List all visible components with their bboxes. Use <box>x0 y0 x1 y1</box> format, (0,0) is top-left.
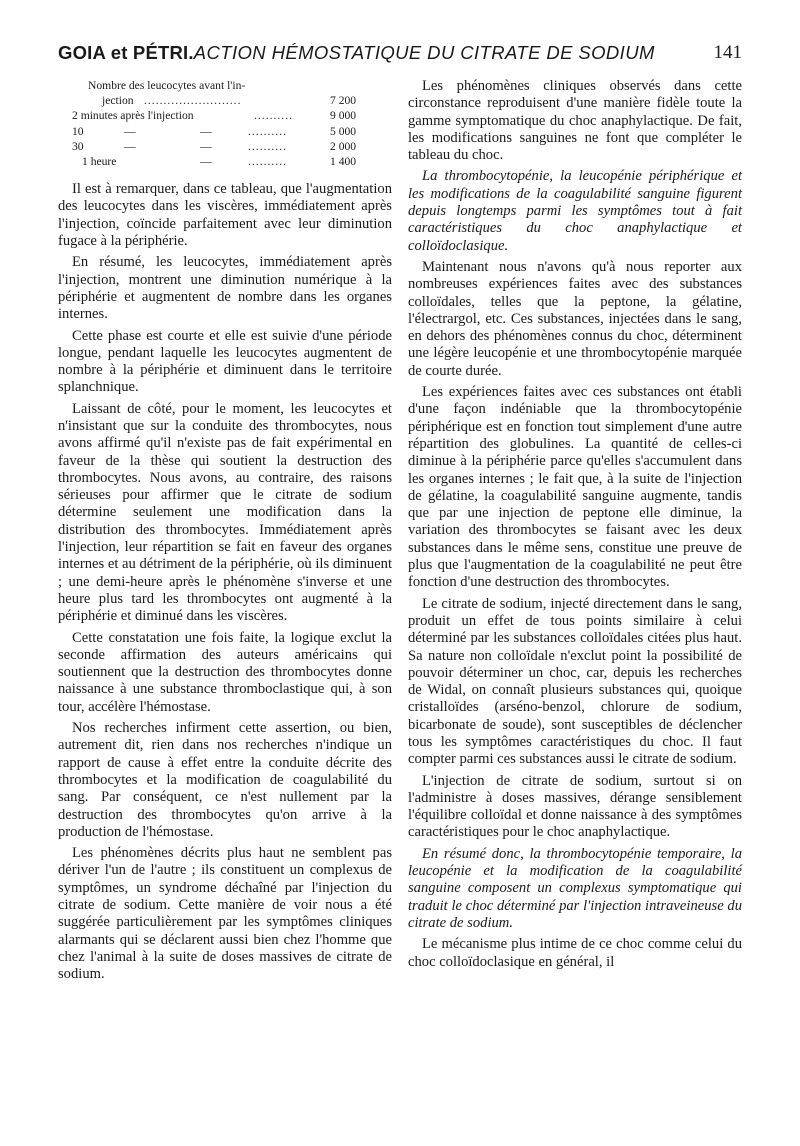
table-row-ditto: — <box>200 154 212 168</box>
right-column <box>408 78 742 975</box>
table-row-leader: ......................... <box>144 94 242 108</box>
leucocyte-table <box>58 78 392 169</box>
table-row-leader: .......... <box>248 154 287 168</box>
paragraph: Nos recherches infirment cette assertion, ou bien, autrement dit, rien dans nos recherches n'indique un rapport de cause à effet entre la conduite décrite des thrombocytes et la modification de coagulabilité du sang. Par conséquent, ce n'est nullement par la destruction des thrombocytes qu'on arrive à la production de l'hémostase. <box>58 720 392 840</box>
left-column <box>58 78 392 987</box>
paragraph: Le citrate de sodium, injecté directement dans le sang, produit un effet de tous points similaire à celui déterminé par les substances colloïdales citées plus haut. Sa nature non colloïdale n'exclut point la possibilité de pouvoir déterminer un choc, car, depuis les recherches de Widal, on connaît plusieurs substances qui, quoique cristalloïdes (arséno-benzol, chlorure de sodium, bicarbonate de soude), sont susceptibles de déclencher tous les symptômes caractéristiques du choc. Il faut compter parmi ces substances aussi le citrate de sodium. <box>408 595 742 768</box>
paragraph: Il est à remarquer, dans ce tableau, que l'augmentation des leucocytes dans les viscères, immédiatement après l'injection, coïncide parfaitement avec leur diminution fugace à la périphérie. <box>58 181 392 250</box>
table-row-leader: .......... <box>248 139 287 153</box>
paragraph: Les phénomènes cliniques observés dans cette circonstance reproduisent d'une manière fidèle toute la gamme symptomatique du choc anaphylactique. De fait, les modifications sanguines ne font que compléter le tableau du choc. <box>408 78 742 164</box>
table-row-label: 1 heure <box>82 154 117 168</box>
italic-paragraph: La thrombocytopénie, la leucopénie périphérique et les modifications de la coagulabilité sanguine figurent depuis longtemps parmi les symptômes tout à fait caractéristiques du choc anaphylactique et colloïdoclasique. <box>408 168 742 254</box>
paragraph: Le mécanisme plus intime de ce choc comme celui du choc colloïdoclasique en général, il <box>408 936 742 970</box>
table-row-label: jection <box>102 94 134 108</box>
paragraph: Les phénomènes décrits plus haut ne semblent pas dériver l'un de l'autre ; ils constituent un complexus de symptômes, un syndrome déchaîné par l'injection du citrate de sodium. Cette manière de voir nous a été suggérée particulièrement par les symptômes cliniques alarmants qui se déclarent aussi bien chez l'homme que chez l'animal à la suite de doses massives de citrate de sodium. <box>58 845 392 983</box>
paragraph: Cette constatation une fois faite, la logique exclut la seconde affirmation des auteurs américains qui soutiennent que la destruction des thrombocytes donne naissance à une substance thromboclastique qui, à son tour, accélère l'hémostase. <box>58 629 392 715</box>
table-row <box>58 124 392 139</box>
table-row-leader: .......... <box>248 124 287 138</box>
paragraph: Maintenant nous n'avons qu'à nous reporter aux nombreuses expériences faites avec des substances colloïdales, telles que la peptone, la gélatine, l'électrargol, etc. Ces substances, injectées dans le sang, en dehors des phénomènes connus du choc, déterminent une légère leucopénie et une thrombocytopénie marquée de courte durée. <box>408 258 742 379</box>
running-header <box>58 42 742 72</box>
italic-paragraph: En résumé donc, la thrombocytopénie temporaire, la leucopénie et la modification de la coagulabilité sanguine composent un complexus symptomatique qui traduit le choc déterminé par l'injection intraveineuse du citrate de sodium. <box>408 845 742 931</box>
table-row-value: 7 200 <box>330 94 357 108</box>
paragraph: Laissant de côté, pour le moment, les leucocytes et n'insistant que sur la conduite des thrombocytes, nous avons affirmé qu'il n'existe pas de fait expérimental en faveur de la thèse qui soutient la destruction des thrombocytes. Nous avons, au contraire, des raisons sérieuses pour affirmer que le citrate de sodium détermine seulement une modification dans la distribution des thrombocytes. Immédiatement après l'injection, leur répartition se fait en faveur des organes internes et au détriment de la périphérie, où ils diminuent ; une demi-heure après le phénomène s'inverse et une heure plus tard les thrombocytes ont augmenté à la périphérie et diminué dans les viscères. <box>58 400 392 625</box>
table-row-value: 5 000 <box>330 124 357 138</box>
paragraph: Cette phase est courte et elle est suivie d'une période longue, pendant laquelle les leucocytes augmentent de nombre à la périphérie et diminuent dans le territoire splanchnique. <box>58 327 392 396</box>
table-row-ditto: — <box>200 124 212 138</box>
table-row <box>58 139 392 154</box>
table-row-label: 10 <box>72 124 84 138</box>
paragraph: Les expériences faites avec ces substances ont établi d'une façon indéniable que la thrombocytopénie périphérique est en fonction tout simplement d'une autre répartition des globulines. La quantité de celles-ci diminue à la périphérie parce qu'elles s'accumulent dans les organes internes ; le fait que, à la suite de l'injection de gélatine, la coagulabilité sanguine augmente, tandis que par une injection de peptone elle diminue, la variation des thrombocytes se faisant avec les deux substances dans le même sens, constitue une preuve de plus que l'augmentation de la coagulabilité ne peut être fonction d'une destruction des thrombocytes. <box>408 384 742 591</box>
page-number: 141 <box>713 42 742 63</box>
table-row-value: 9 000 <box>330 109 357 123</box>
paragraph: En résumé, les leucocytes, immédiatement après l'injection, montrent une diminution numérique à la périphérie et augmentent de nombre dans les organes internes. <box>58 254 392 323</box>
table-row-label: 2 minutes après l'injection <box>72 109 194 123</box>
table-row-value: 1 400 <box>330 154 357 168</box>
table-row <box>58 154 392 169</box>
table-row <box>58 93 392 108</box>
header-authors: GOIA et PÉTRI. <box>58 42 194 63</box>
table-row <box>58 108 392 123</box>
table-row <box>58 78 392 93</box>
table-row-ditto: — <box>124 124 136 138</box>
table-row-leader: .......... <box>254 109 293 123</box>
table-row-ditto: — <box>124 139 136 153</box>
table-row-label: 30 <box>72 139 84 153</box>
table-row-label: Nombre des leucocytes avant l'in- <box>88 79 246 92</box>
header-title: ACTION HÉMOSTATIQUE DU CITRATE DE SODIUM <box>193 42 655 63</box>
paragraph: L'injection de citrate de sodium, surtout si on l'administre à doses massives, dérange sensiblement l'équilibre colloïdal et donne naissance à des symptômes caractéristiques pour le choc anaphylactique. <box>408 772 742 841</box>
table-row-value: 2 000 <box>330 139 357 153</box>
table-row-ditto: — <box>200 139 212 153</box>
